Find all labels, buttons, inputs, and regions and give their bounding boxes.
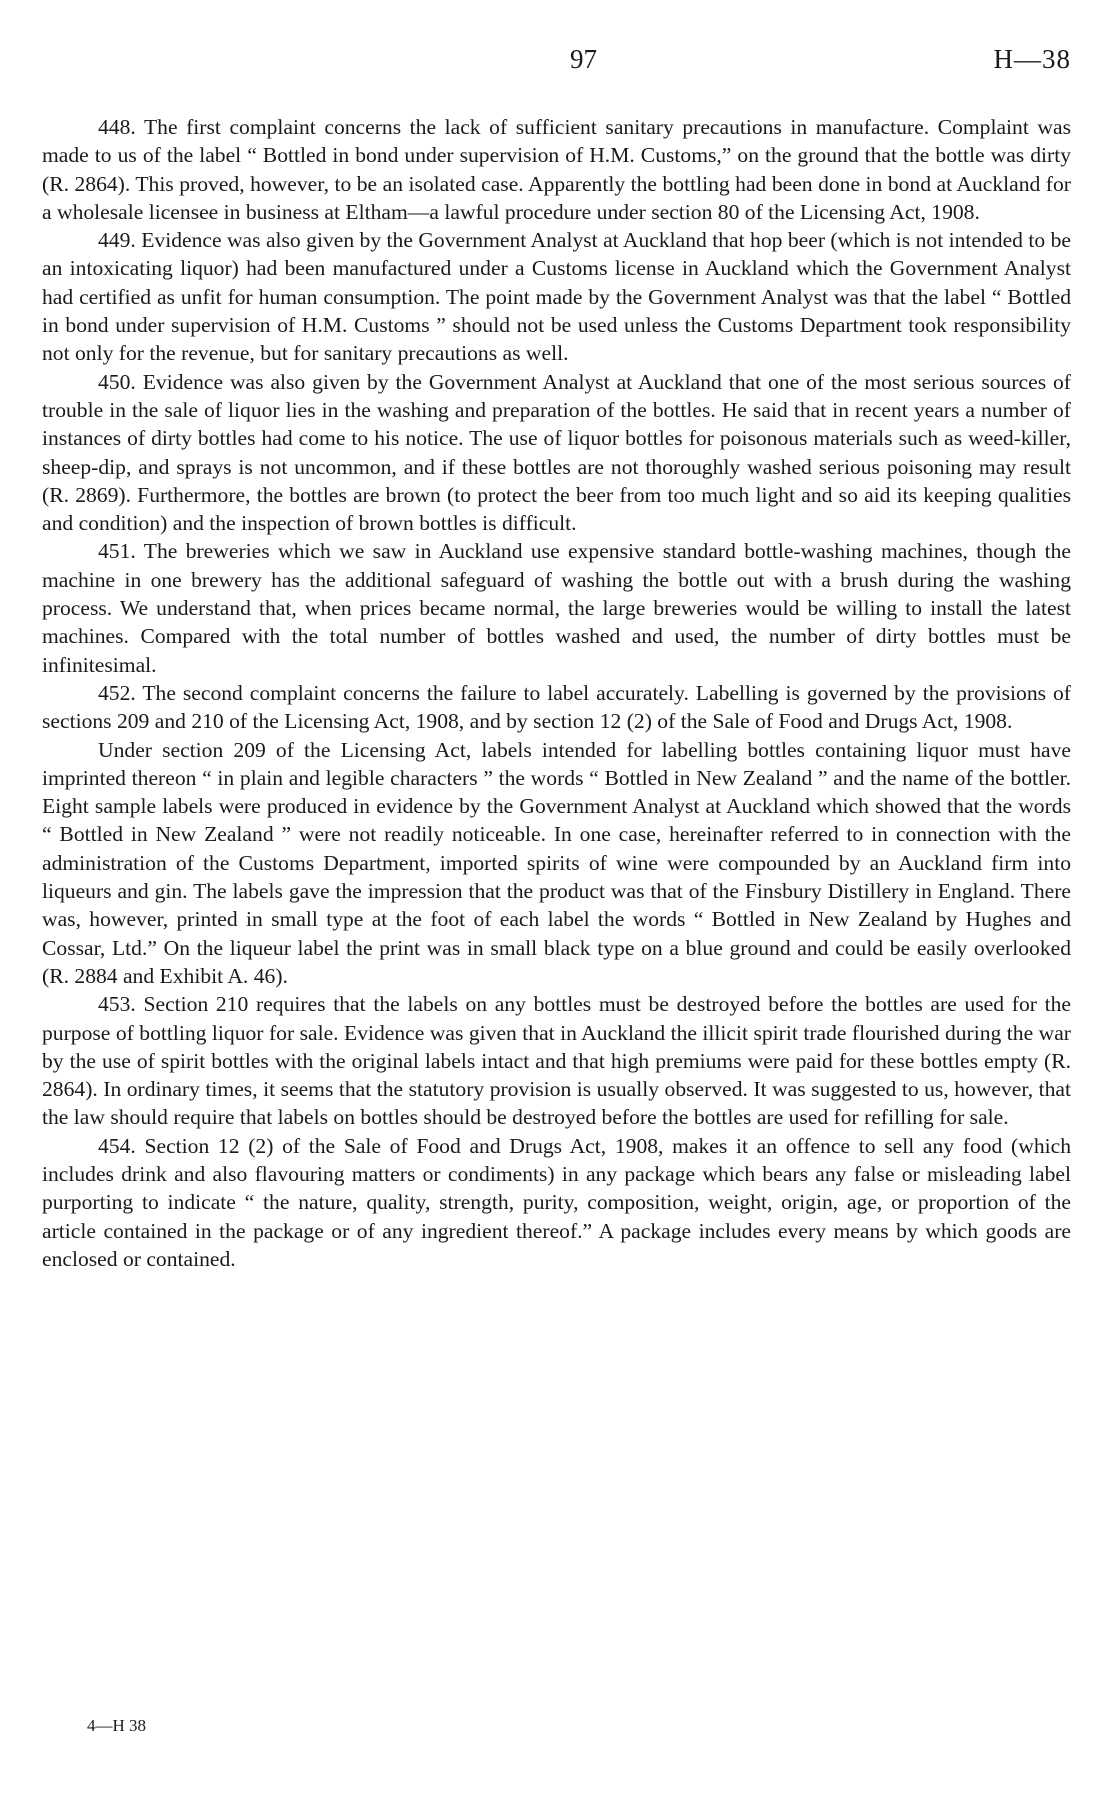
page-number: 97 — [570, 44, 597, 74]
body-text — [42, 113, 1071, 1273]
paragraph-451: 451. The breweries which we saw in Auckland use expensive standard bottle-washing machines, though the machine in one brewery has the additional safeguard of washing the bottle out with a brush during the washing process. We understand that, when prices became normal, the large breweries would be willing to install the latest machines. Compared with the total number of bottles washed and used, the number of dirty bottles must be infinitesimal. — [42, 539, 1071, 677]
paragraph-448: 448. The first complaint concerns the lack of sufficient sanitary precautions in manufacture. Complaint was made to us of the label “ Bottled in bond under supervision of H.M. Customs,” on the ground that the bottle was dirty (R. 2864). This proved, however, to be an isolated case. Apparently the bottling had been done in bond at Auckland for a wholesale licensee in business at Eltham—a lawful procedure under section 80 of the Licensing Act, 1908. — [42, 115, 1071, 224]
page-header — [96, 44, 1071, 84]
paragraph-450: 450. Evidence was also given by the Government Analyst at Auckland that one of the most serious sources of trouble in the sale of liquor lies in the washing and preparation of the bottles. He said that in recent years a number of instances of dirty bottles had come to his notice. The use of liquor bottles for poisonous materials such as weed-killer, sheep-dip, and sprays is not uncommon, and if these bottles are not thoroughly washed serious poisoning may result (R. 2869). Furthermore, the bottles are brown (to protect the beer from too much light and so aid its keeping qualities and condition) and the inspection of brown bottles is difficult. — [42, 369, 1071, 536]
signature-mark: 4—H 38 — [87, 1716, 147, 1735]
paragraph-453: 453. Section 210 requires that the labels on any bottles must be destroyed before the bottles are used for the purpose of bottling liquor for sale. Evidence was given that in Auckland the illicit spirit trade flourished during the war by the use of spirit bottles with the original labels intact and that high premiums were paid for these bottles empty (R. 2864). In ordinary times, it seems that the statutory provision is usually observed. It was suggested to us, however, that the law should require that labels on bottles should be destroyed before the bottles are used for refilling for sale. — [42, 992, 1071, 1130]
paragraph-449: 449. Evidence was also given by the Government Analyst at Auckland that hop beer (which is not intended to be an intoxicating liquor) had been manufactured under a Customs license in Auckland which the Government Analyst had certified as unfit for human consumption. The point made by the Government Analyst was that the label “ Bottled in bond under supervision of H.M. Customs ” should not be used unless the Customs Department took responsibility not only for the revenue, but for sanitary precautions as well. — [42, 228, 1071, 366]
document-reference: H—38 — [993, 44, 1071, 74]
paragraph-454: 454. Section 12 (2) of the Sale of Food and Drugs Act, 1908, makes it an offence to sell any food (which includes drink and also flavouring matters or condiments) in any package which bears any false or misleading label purporting to indicate “ the nature, quality, strength, purity, composition, weight, origin, age, or proportion of the article contained in the package or of any ingredient thereof.” A package includes every means by which goods are enclosed or contained. — [42, 1133, 1071, 1271]
paragraph-section-209: Under section 209 of the Licensing Act, labels intended for labelling bottles containing liquor must have imprinted thereon “ in plain and legible characters ” the words “ Bottled in New Zealand ” and the name of the bottler. Eight sample labels were produced in evidence by the Government Analyst at Auckland which showed that the words “ Bottled in New Zealand ” were not readily noticeable. In one case, hereinafter referred to in connection with the administration of the Customs Department, imported spirits of wine were compounded by an Auckland firm into liqueurs and gin. The labels gave the impression that the product was that of the Finsbury Distillery in England. There was, however, printed in small type at the foot of each label the words “ Bottled in New Zealand by Hughes and Cossar, Ltd.” On the liqueur label the print was in small black type on a blue ground and could be easily overlooked (R. 2884 and Exhibit A. 46). — [42, 737, 1071, 988]
paragraph-452: 452. The second complaint concerns the failure to label accurately. Labelling is governed by the provisions of sections 209 and 210 of the Licensing Act, 1908, and by section 12 (2) of the Sale of Food and Drugs Act, 1908. — [42, 680, 1071, 734]
